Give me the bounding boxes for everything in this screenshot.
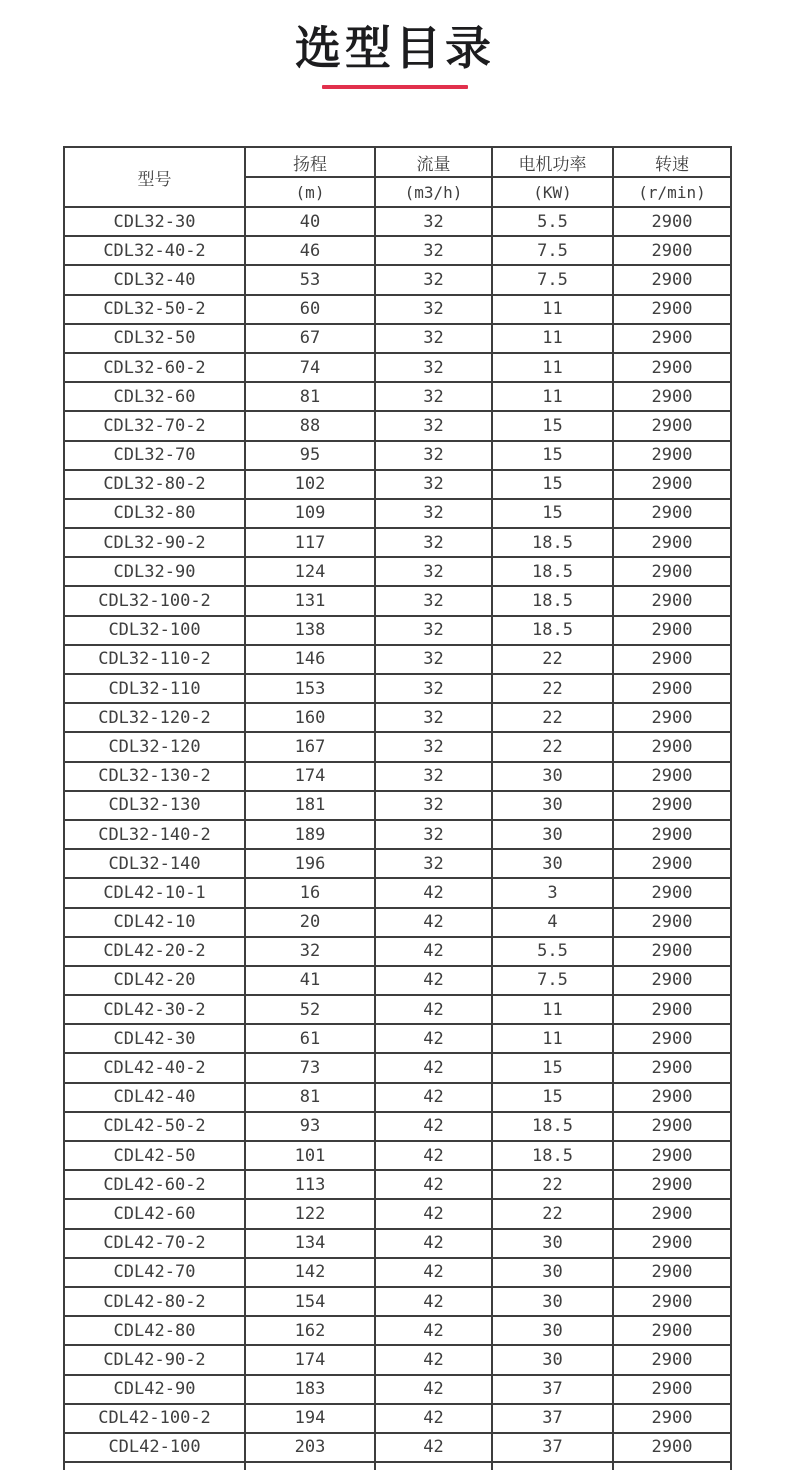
table-row xyxy=(64,1229,731,1258)
table-row xyxy=(64,295,731,324)
selection-table-header xyxy=(64,147,731,207)
cell-head-m: 153 xyxy=(245,674,375,703)
cell-head-m: 154 xyxy=(245,1287,375,1316)
cell-head-m: 174 xyxy=(245,762,375,791)
cell-speed-rpm: 2900 xyxy=(613,1229,731,1258)
cell-model: CDL32-40-2 xyxy=(64,236,245,265)
cell-head-m: 32 xyxy=(245,937,375,966)
table-row xyxy=(64,265,731,294)
cell-speed-rpm: 2900 xyxy=(613,470,731,499)
cell-model: CDL32-100-2 xyxy=(64,586,245,615)
cell-model: CDL32-140 xyxy=(64,849,245,878)
cell-power-kw: 30 xyxy=(492,762,613,791)
cell-speed-rpm: 2900 xyxy=(613,1287,731,1316)
cell-model: CDL32-70 xyxy=(64,441,245,470)
cell-head-m: 20 xyxy=(245,908,375,937)
cell-empty xyxy=(375,1462,492,1470)
cell-flow-m3h: 42 xyxy=(375,937,492,966)
cell-power-kw: 18.5 xyxy=(492,616,613,645)
cell-speed-rpm: 2900 xyxy=(613,1404,731,1433)
table-row xyxy=(64,908,731,937)
cell-speed-rpm: 2900 xyxy=(613,674,731,703)
cell-speed-rpm: 2900 xyxy=(613,878,731,907)
title-block xyxy=(0,0,790,89)
cell-flow-m3h: 42 xyxy=(375,1345,492,1374)
cell-power-kw: 15 xyxy=(492,470,613,499)
table-row xyxy=(64,1375,731,1404)
col-header-model: 型号 xyxy=(64,147,245,207)
cell-model: CDL32-80 xyxy=(64,499,245,528)
cell-speed-rpm: 2900 xyxy=(613,1316,731,1345)
cell-speed-rpm: 2900 xyxy=(613,1170,731,1199)
cell-power-kw: 18.5 xyxy=(492,528,613,557)
cell-speed-rpm: 2900 xyxy=(613,382,731,411)
cell-flow-m3h: 32 xyxy=(375,411,492,440)
cell-head-m: 174 xyxy=(245,1345,375,1374)
cell-model: CDL42-20-2 xyxy=(64,937,245,966)
cell-speed-rpm: 2900 xyxy=(613,1258,731,1287)
cell-power-kw: 3 xyxy=(492,878,613,907)
cell-speed-rpm: 2900 xyxy=(613,1083,731,1112)
cell-empty xyxy=(64,1462,245,1470)
cell-power-kw: 11 xyxy=(492,382,613,411)
table-row xyxy=(64,937,731,966)
cell-model: CDL32-100 xyxy=(64,616,245,645)
cell-speed-rpm: 2900 xyxy=(613,995,731,1024)
cell-speed-rpm: 2900 xyxy=(613,236,731,265)
cell-flow-m3h: 32 xyxy=(375,528,492,557)
cell-flow-m3h: 32 xyxy=(375,265,492,294)
cell-speed-rpm: 2900 xyxy=(613,820,731,849)
cell-power-kw: 22 xyxy=(492,703,613,732)
cell-head-m: 160 xyxy=(245,703,375,732)
title-underline xyxy=(322,85,468,89)
cell-model: CDL32-90 xyxy=(64,557,245,586)
cell-model: CDL42-70 xyxy=(64,1258,245,1287)
cell-model: CDL32-50 xyxy=(64,324,245,353)
cell-speed-rpm: 2900 xyxy=(613,703,731,732)
cell-head-m: 46 xyxy=(245,236,375,265)
cell-head-m: 88 xyxy=(245,411,375,440)
cell-head-m: 189 xyxy=(245,820,375,849)
cell-head-m: 146 xyxy=(245,645,375,674)
cell-flow-m3h: 42 xyxy=(375,1316,492,1345)
cell-speed-rpm: 2900 xyxy=(613,1375,731,1404)
table-row xyxy=(64,616,731,645)
cell-model: CDL32-110-2 xyxy=(64,645,245,674)
cell-flow-m3h: 42 xyxy=(375,1404,492,1433)
table-row xyxy=(64,1053,731,1082)
cell-power-kw: 37 xyxy=(492,1404,613,1433)
cell-flow-m3h: 32 xyxy=(375,762,492,791)
cell-head-m: 122 xyxy=(245,1199,375,1228)
cell-power-kw: 22 xyxy=(492,1170,613,1199)
table-row xyxy=(64,878,731,907)
cell-speed-rpm: 2900 xyxy=(613,528,731,557)
cell-speed-rpm: 2900 xyxy=(613,324,731,353)
cell-speed-rpm: 2900 xyxy=(613,499,731,528)
cell-flow-m3h: 32 xyxy=(375,470,492,499)
cell-speed-rpm: 2900 xyxy=(613,762,731,791)
cell-power-kw: 7.5 xyxy=(492,966,613,995)
cell-power-kw: 11 xyxy=(492,295,613,324)
cell-model: CDL32-50-2 xyxy=(64,295,245,324)
cell-empty xyxy=(492,1462,613,1470)
cell-head-m: 142 xyxy=(245,1258,375,1287)
cell-model: CDL42-60 xyxy=(64,1199,245,1228)
cell-empty xyxy=(613,1462,731,1470)
header-name-row xyxy=(64,147,731,177)
table-row xyxy=(64,1404,731,1433)
col-header-head: 扬程 xyxy=(245,147,375,177)
table-row xyxy=(64,1316,731,1345)
cell-flow-m3h: 32 xyxy=(375,645,492,674)
cell-flow-m3h: 42 xyxy=(375,1083,492,1112)
table-row xyxy=(64,762,731,791)
cell-head-m: 74 xyxy=(245,353,375,382)
cell-flow-m3h: 32 xyxy=(375,382,492,411)
cell-model: CDL42-40-2 xyxy=(64,1053,245,1082)
cell-head-m: 162 xyxy=(245,1316,375,1345)
cell-model: CDL42-60-2 xyxy=(64,1170,245,1199)
cell-head-m: 102 xyxy=(245,470,375,499)
cell-speed-rpm: 2900 xyxy=(613,732,731,761)
cell-power-kw: 18.5 xyxy=(492,1112,613,1141)
cell-power-kw: 30 xyxy=(492,820,613,849)
cell-head-m: 117 xyxy=(245,528,375,557)
cell-power-kw: 7.5 xyxy=(492,265,613,294)
cell-power-kw: 30 xyxy=(492,1258,613,1287)
cell-model: CDL32-70-2 xyxy=(64,411,245,440)
table-row xyxy=(64,1141,731,1170)
cell-speed-rpm: 2900 xyxy=(613,908,731,937)
cell-flow-m3h: 42 xyxy=(375,1024,492,1053)
cell-power-kw: 15 xyxy=(492,1083,613,1112)
cell-flow-m3h: 32 xyxy=(375,820,492,849)
cell-head-m: 183 xyxy=(245,1375,375,1404)
cell-model: CDL32-130-2 xyxy=(64,762,245,791)
cell-head-m: 95 xyxy=(245,441,375,470)
cell-head-m: 61 xyxy=(245,1024,375,1053)
table-row xyxy=(64,382,731,411)
col-header-flow: 流量 xyxy=(375,147,492,177)
cell-power-kw: 15 xyxy=(492,411,613,440)
cell-model: CDL32-80-2 xyxy=(64,470,245,499)
cell-speed-rpm: 2900 xyxy=(613,645,731,674)
cell-head-m: 113 xyxy=(245,1170,375,1199)
cell-head-m: 101 xyxy=(245,1141,375,1170)
cell-power-kw: 11 xyxy=(492,353,613,382)
cell-power-kw: 15 xyxy=(492,499,613,528)
cell-flow-m3h: 42 xyxy=(375,1141,492,1170)
cell-model: CDL32-90-2 xyxy=(64,528,245,557)
cell-speed-rpm: 2900 xyxy=(613,411,731,440)
table-row xyxy=(64,236,731,265)
cell-power-kw: 11 xyxy=(492,995,613,1024)
cell-head-m: 40 xyxy=(245,207,375,236)
cell-head-m: 53 xyxy=(245,265,375,294)
cell-flow-m3h: 32 xyxy=(375,499,492,528)
cell-model: CDL42-100-2 xyxy=(64,1404,245,1433)
cell-flow-m3h: 42 xyxy=(375,1433,492,1462)
table-row xyxy=(64,441,731,470)
cell-power-kw: 30 xyxy=(492,1316,613,1345)
cell-head-m: 131 xyxy=(245,586,375,615)
cell-flow-m3h: 42 xyxy=(375,1258,492,1287)
cell-flow-m3h: 32 xyxy=(375,674,492,703)
cell-speed-rpm: 2900 xyxy=(613,586,731,615)
cell-flow-m3h: 42 xyxy=(375,995,492,1024)
col-header-speed: 转速 xyxy=(613,147,731,177)
cell-power-kw: 15 xyxy=(492,1053,613,1082)
cell-flow-m3h: 42 xyxy=(375,1170,492,1199)
cell-model: CDL42-50-2 xyxy=(64,1112,245,1141)
cell-head-m: 181 xyxy=(245,791,375,820)
cell-head-m: 194 xyxy=(245,1404,375,1433)
cell-power-kw: 4 xyxy=(492,908,613,937)
cell-flow-m3h: 32 xyxy=(375,586,492,615)
cell-head-m: 52 xyxy=(245,995,375,1024)
cell-speed-rpm: 2900 xyxy=(613,791,731,820)
col-unit-flow: (m3/h) xyxy=(375,177,492,207)
cell-model: CDL42-10 xyxy=(64,908,245,937)
cell-head-m: 41 xyxy=(245,966,375,995)
cell-flow-m3h: 32 xyxy=(375,849,492,878)
cell-power-kw: 22 xyxy=(492,674,613,703)
cell-head-m: 81 xyxy=(245,1083,375,1112)
cell-power-kw: 30 xyxy=(492,791,613,820)
cell-flow-m3h: 42 xyxy=(375,1287,492,1316)
cell-speed-rpm: 2900 xyxy=(613,1345,731,1374)
cell-head-m: 124 xyxy=(245,557,375,586)
cell-flow-m3h: 42 xyxy=(375,1199,492,1228)
cell-model: CDL42-70-2 xyxy=(64,1229,245,1258)
cell-power-kw: 22 xyxy=(492,645,613,674)
cell-flow-m3h: 32 xyxy=(375,353,492,382)
cell-power-kw: 30 xyxy=(492,1287,613,1316)
cell-model: CDL42-20 xyxy=(64,966,245,995)
cell-speed-rpm: 2900 xyxy=(613,616,731,645)
col-unit-power: (KW) xyxy=(492,177,613,207)
cell-head-m: 134 xyxy=(245,1229,375,1258)
cell-model: CDL42-90-2 xyxy=(64,1345,245,1374)
cell-model: CDL32-120 xyxy=(64,732,245,761)
cell-head-m: 60 xyxy=(245,295,375,324)
cell-flow-m3h: 32 xyxy=(375,441,492,470)
cell-speed-rpm: 2900 xyxy=(613,557,731,586)
cell-model: CDL42-10-1 xyxy=(64,878,245,907)
cell-flow-m3h: 32 xyxy=(375,703,492,732)
cell-speed-rpm: 2900 xyxy=(613,1433,731,1462)
table-row xyxy=(64,1170,731,1199)
table-row xyxy=(64,820,731,849)
cell-head-m: 167 xyxy=(245,732,375,761)
cell-power-kw: 22 xyxy=(492,732,613,761)
cell-speed-rpm: 2900 xyxy=(613,207,731,236)
col-unit-head: (m) xyxy=(245,177,375,207)
table-row xyxy=(64,645,731,674)
cell-flow-m3h: 42 xyxy=(375,1112,492,1141)
cell-speed-rpm: 2900 xyxy=(613,849,731,878)
cell-power-kw: 18.5 xyxy=(492,557,613,586)
cell-speed-rpm: 2900 xyxy=(613,1199,731,1228)
table-row xyxy=(64,1433,731,1462)
table-row xyxy=(64,470,731,499)
table-row xyxy=(64,1287,731,1316)
cell-power-kw: 5.5 xyxy=(492,207,613,236)
cell-flow-m3h: 32 xyxy=(375,732,492,761)
cell-flow-m3h: 42 xyxy=(375,1375,492,1404)
cell-model: CDL42-80-2 xyxy=(64,1287,245,1316)
cell-speed-rpm: 2900 xyxy=(613,1053,731,1082)
cell-power-kw: 37 xyxy=(492,1433,613,1462)
table-row xyxy=(64,1258,731,1287)
table-row xyxy=(64,791,731,820)
cell-head-m: 93 xyxy=(245,1112,375,1141)
table-row xyxy=(64,1083,731,1112)
table-row xyxy=(64,353,731,382)
cell-head-m: 138 xyxy=(245,616,375,645)
cell-model: CDL32-40 xyxy=(64,265,245,294)
cell-flow-m3h: 32 xyxy=(375,295,492,324)
cell-power-kw: 7.5 xyxy=(492,236,613,265)
cell-model: CDL42-80 xyxy=(64,1316,245,1345)
table-row xyxy=(64,674,731,703)
table-row xyxy=(64,966,731,995)
cell-speed-rpm: 2900 xyxy=(613,295,731,324)
cell-speed-rpm: 2900 xyxy=(613,353,731,382)
cell-power-kw: 30 xyxy=(492,1345,613,1374)
table-row xyxy=(64,849,731,878)
cell-model: CDL32-120-2 xyxy=(64,703,245,732)
table-row xyxy=(64,557,731,586)
cell-model: CDL32-130 xyxy=(64,791,245,820)
cell-speed-rpm: 2900 xyxy=(613,265,731,294)
table-row xyxy=(64,732,731,761)
table-row xyxy=(64,411,731,440)
cell-model: CDL32-60-2 xyxy=(64,353,245,382)
table-row xyxy=(64,1024,731,1053)
cell-flow-m3h: 32 xyxy=(375,616,492,645)
cell-model: CDL32-110 xyxy=(64,674,245,703)
cell-empty xyxy=(245,1462,375,1470)
cell-flow-m3h: 42 xyxy=(375,1229,492,1258)
cell-power-kw: 5.5 xyxy=(492,937,613,966)
cell-power-kw: 30 xyxy=(492,849,613,878)
table-row xyxy=(64,1345,731,1374)
cell-power-kw: 18.5 xyxy=(492,1141,613,1170)
table-row xyxy=(64,995,731,1024)
cell-power-kw: 22 xyxy=(492,1199,613,1228)
selection-table-body xyxy=(64,207,731,1470)
cell-speed-rpm: 2900 xyxy=(613,966,731,995)
table-row xyxy=(64,703,731,732)
table-row xyxy=(64,528,731,557)
cell-flow-m3h: 32 xyxy=(375,236,492,265)
page-title: 选型目录 xyxy=(295,21,495,75)
cell-speed-rpm: 2900 xyxy=(613,937,731,966)
cell-flow-m3h: 42 xyxy=(375,878,492,907)
cell-speed-rpm: 2900 xyxy=(613,1024,731,1053)
cell-head-m: 109 xyxy=(245,499,375,528)
cell-power-kw: 11 xyxy=(492,1024,613,1053)
cell-head-m: 203 xyxy=(245,1433,375,1462)
cell-head-m: 73 xyxy=(245,1053,375,1082)
table-row xyxy=(64,1199,731,1228)
table-row xyxy=(64,586,731,615)
table-row xyxy=(64,207,731,236)
cell-flow-m3h: 32 xyxy=(375,557,492,586)
cell-speed-rpm: 2900 xyxy=(613,1141,731,1170)
cell-power-kw: 11 xyxy=(492,324,613,353)
cell-flow-m3h: 32 xyxy=(375,324,492,353)
cell-power-kw: 30 xyxy=(492,1229,613,1258)
cell-head-m: 196 xyxy=(245,849,375,878)
cell-model: CDL42-40 xyxy=(64,1083,245,1112)
cell-model: CDL32-60 xyxy=(64,382,245,411)
cell-head-m: 81 xyxy=(245,382,375,411)
cell-model: CDL42-30-2 xyxy=(64,995,245,1024)
cell-speed-rpm: 2900 xyxy=(613,1112,731,1141)
cell-model: CDL42-30 xyxy=(64,1024,245,1053)
cell-power-kw: 37 xyxy=(492,1375,613,1404)
cell-model: CDL42-90 xyxy=(64,1375,245,1404)
cell-head-m: 16 xyxy=(245,878,375,907)
cell-speed-rpm: 2900 xyxy=(613,441,731,470)
cell-model: CDL32-30 xyxy=(64,207,245,236)
cell-flow-m3h: 32 xyxy=(375,207,492,236)
table-row xyxy=(64,324,731,353)
cell-flow-m3h: 42 xyxy=(375,1053,492,1082)
table-row-partial xyxy=(64,1462,731,1470)
cell-model: CDL32-140-2 xyxy=(64,820,245,849)
cell-flow-m3h: 42 xyxy=(375,966,492,995)
cell-head-m: 67 xyxy=(245,324,375,353)
selection-table xyxy=(63,146,732,1470)
cell-flow-m3h: 42 xyxy=(375,908,492,937)
col-header-power: 电机功率 xyxy=(492,147,613,177)
cell-power-kw: 18.5 xyxy=(492,586,613,615)
table-row xyxy=(64,499,731,528)
table-row xyxy=(64,1112,731,1141)
cell-model: CDL42-100 xyxy=(64,1433,245,1462)
cell-model: CDL42-50 xyxy=(64,1141,245,1170)
cell-power-kw: 15 xyxy=(492,441,613,470)
col-unit-speed: (r/min) xyxy=(613,177,731,207)
cell-flow-m3h: 32 xyxy=(375,791,492,820)
